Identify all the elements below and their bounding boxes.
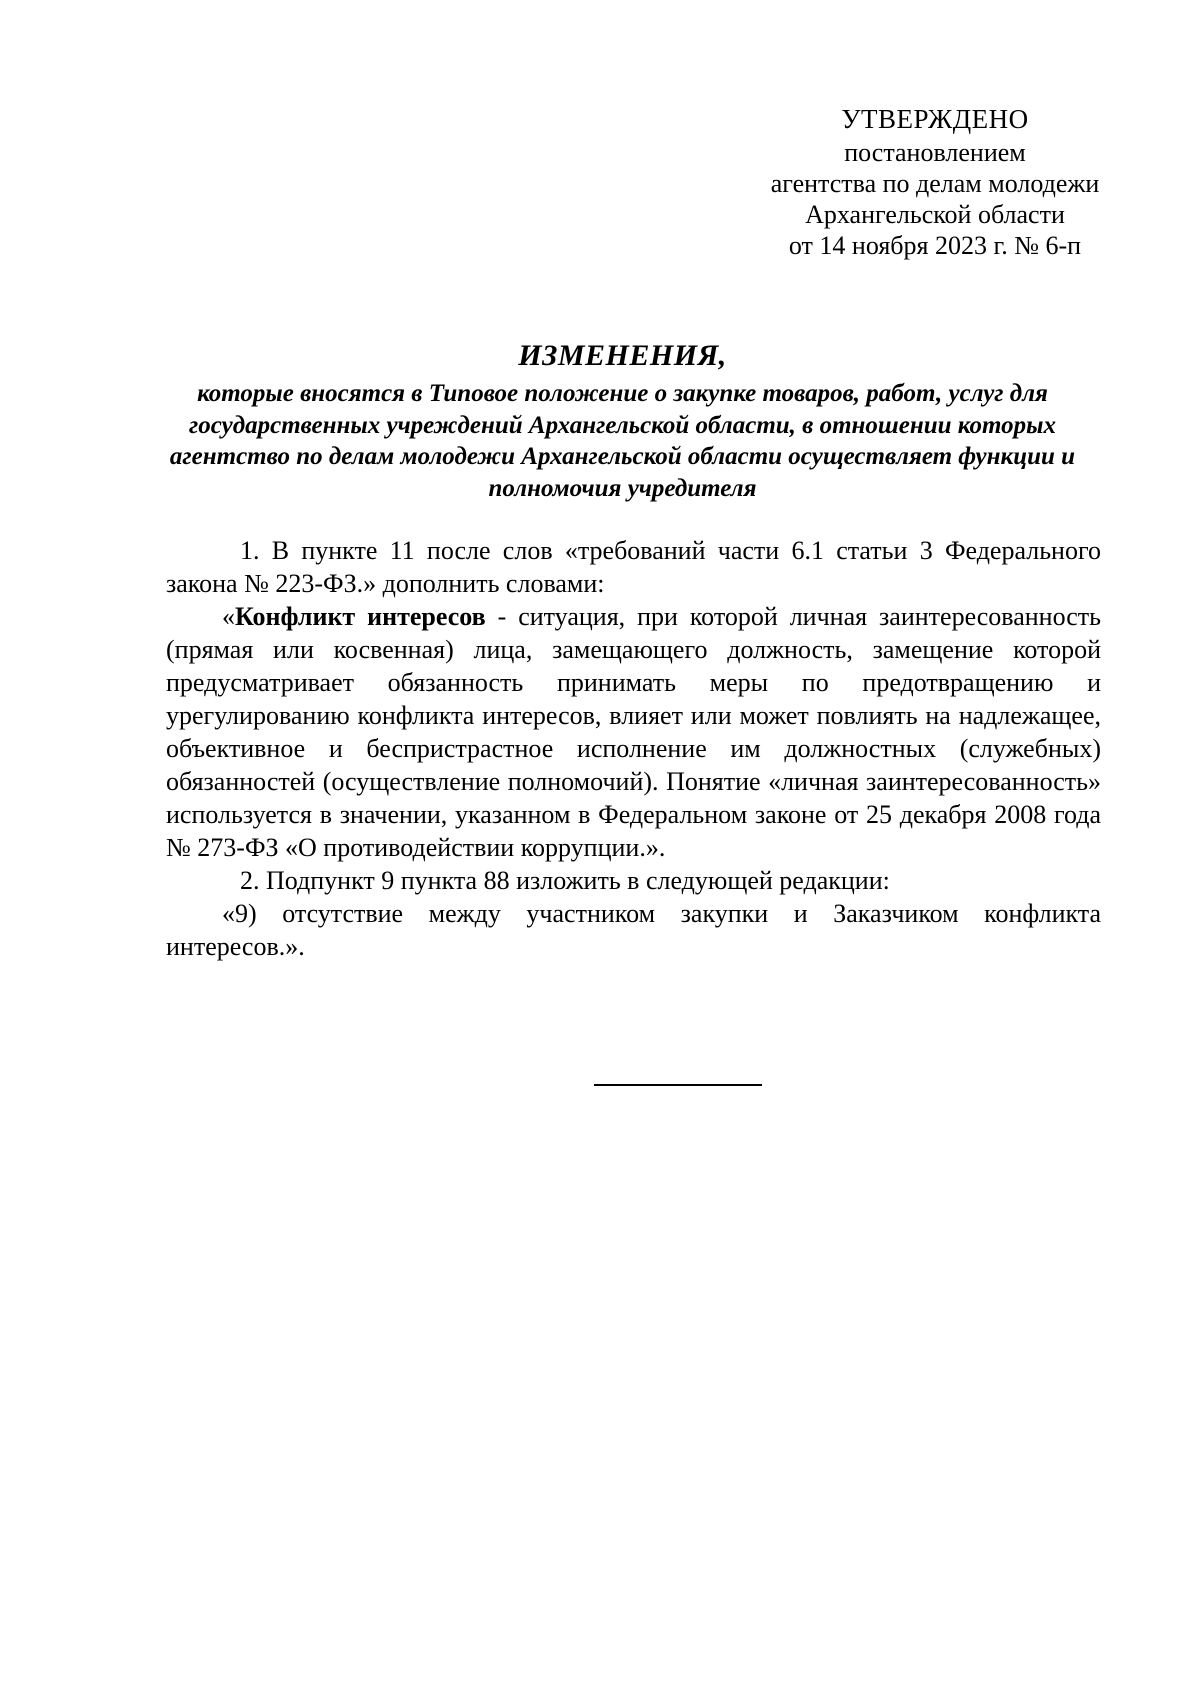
paragraph-1: 1. В пункте 11 после слов «требований части 6.1 статьи 3 Федерального закона № 223-ФЗ.» дополнить словами: xyxy=(166,536,1101,598)
definition-text: - ситуация, при которой личная заинтересованность (прямая или косвенная) лица, замещающего должность, замещение которой предусматривает обязанность принимать меры по предотвращению и урегулированию конфликта интересов, влияет или может повлиять на надлежащее, объективное и беспристрастное исполнение им должностных (служебных) обязанностей (осуществление полномочий). Понятие «личная заинтересованность» используется в значении, указанном в Федеральном законе от 25 декабря 2008 года № 273-ФЗ «О противодействии коррупции.». xyxy=(166,602,1101,862)
approval-heading: УТВЕРЖДЕНО xyxy=(841,104,1029,134)
paragraph-definition xyxy=(166,600,1101,864)
document-title: ИЗМЕНЕНИЯ, xyxy=(518,339,727,372)
closing-divider-line xyxy=(594,1084,762,1086)
document-body xyxy=(166,534,1101,963)
approval-line: постановлением xyxy=(844,138,1026,167)
approval-stamp xyxy=(720,104,1150,261)
defined-term: Конфликт интересов xyxy=(235,602,486,631)
open-quote: « xyxy=(222,602,235,631)
approval-date-number: от 14 ноября 2023 г. № 6-п xyxy=(788,231,1082,260)
document-title-block xyxy=(150,338,1095,504)
paragraph-2: 2. Подпункт 9 пункта 88 изложить в следующей редакции: xyxy=(240,866,890,895)
approval-line: Архангельской области xyxy=(805,200,1065,229)
paragraph-subclause: «9) отсутствие между участником закупки и Заказчиком конфликта интересов.». xyxy=(166,899,1101,961)
approval-line: агентства по делам молодежи xyxy=(770,169,1100,198)
document-subtitle: которые вносятся в Типовое положение о закупке товаров, работ, услуг для государственных учреждений Архангельской области, в отношении которых агентство по делам молодежи Архангельской области осуществляет функции и полномочия учредителя xyxy=(169,380,1076,502)
